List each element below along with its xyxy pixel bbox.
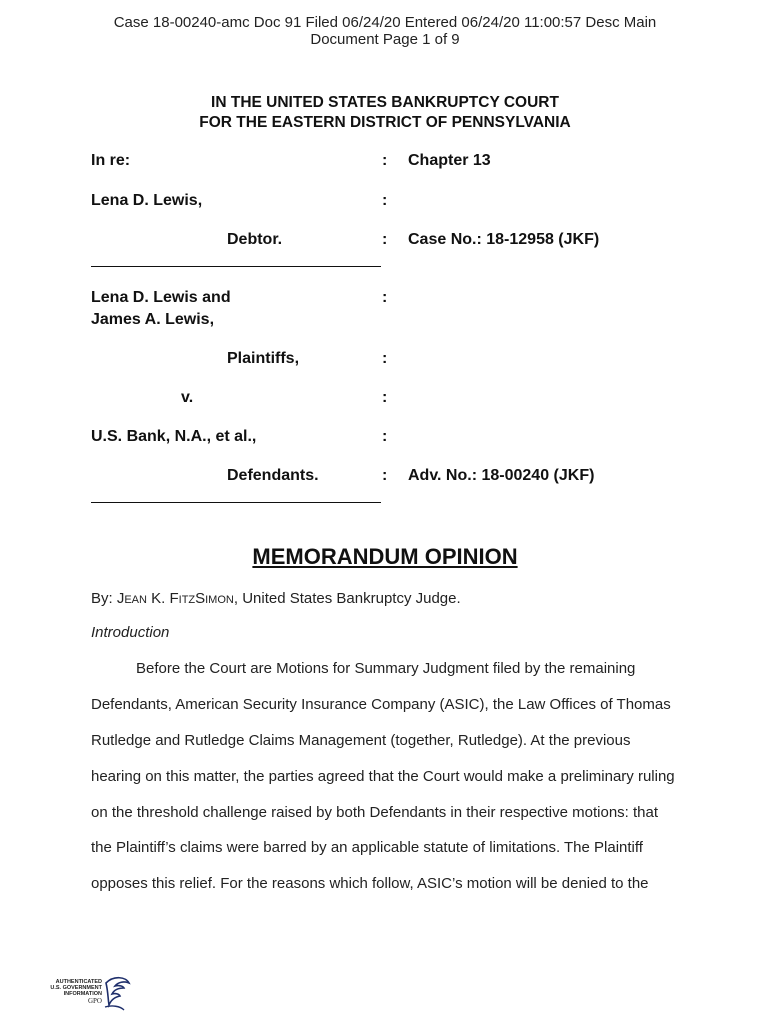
defendants-name: U.S. Bank, N.A., et al., — [91, 428, 257, 445]
opinion-title: MEMORANDUM OPINION — [252, 544, 518, 569]
caption-divider — [91, 266, 381, 267]
paragraph-line: Defendants, American Security Insurance Company (ASIC), the Law Offices of Thomas — [91, 696, 671, 713]
logo-text-line1: AUTHENTICATED — [55, 979, 102, 985]
filing-header-line1: Case 18-00240-amc Doc 91 Filed 06/24/20 Entered 06/24/20 11:00:57 Desc Main — [113, 14, 657, 31]
filing-header-line2: Document Page 1 of 9 — [310, 31, 460, 48]
gpo-authentication-logo — [40, 975, 132, 1013]
caption-colon: : — [382, 152, 388, 169]
case-number: Case No.: 18-12958 (JKF) — [408, 231, 600, 248]
adversary-number: Adv. No.: 18-00240 (JKF) — [408, 467, 595, 484]
caption-divider — [91, 502, 381, 503]
in-re-label: In re: — [91, 152, 131, 169]
paragraph-line: opposes this relief. For the reasons which follow, ASIC’s motion will be denied to the — [91, 875, 649, 892]
debtor-role: Debtor. — [227, 231, 283, 248]
plaintiffs-line1: Lena D. Lewis and — [91, 289, 231, 306]
plaintiffs-line2: James A. Lewis, — [91, 311, 215, 328]
judge-name: Jean K. FitzSimon — [116, 590, 234, 607]
eagle-icon — [100, 975, 132, 1013]
logo-text-gpo: GPO — [87, 997, 102, 1005]
court-name: IN THE UNITED STATES BANKRUPTCY COURT — [211, 94, 559, 111]
byline-prefix: By: — [91, 590, 117, 607]
chapter-label: Chapter 13 — [408, 152, 491, 169]
court-district: FOR THE EASTERN DISTRICT OF PENNSYLVANIA — [199, 114, 571, 131]
caption-colon: : — [382, 192, 388, 209]
byline — [91, 590, 461, 607]
caption-colon: : — [382, 350, 388, 367]
section-heading: Introduction — [91, 624, 170, 641]
logo-text-line3: INFORMATION — [63, 991, 102, 997]
defendants-role: Defendants. — [227, 467, 319, 484]
paragraph-line: hearing on this matter, the parties agreed that the Court would make a preliminary ruling — [91, 768, 675, 785]
caption-colon: : — [382, 289, 388, 306]
paragraph-line: on the threshold challenge raised by both Defendants in their respective motions: that — [91, 804, 659, 821]
byline-suffix: , United States Bankruptcy Judge. — [233, 590, 461, 607]
caption-colon: : — [382, 428, 388, 445]
versus-label: v. — [181, 389, 194, 406]
caption-colon: : — [382, 231, 388, 248]
paragraph-line: Before the Court are Motions for Summary Judgment filed by the remaining — [136, 660, 636, 677]
logo-text-line2: U.S. GOVERNMENT — [50, 985, 102, 991]
paragraph-line: the Plaintiff’s claims were barred by an applicable statute of limitations. The Plaintiff — [91, 839, 643, 856]
paragraph-line: Rutledge and Rutledge Claims Management (together, Rutledge). At the previous — [91, 732, 631, 749]
caption-colon: : — [382, 389, 388, 406]
caption-colon: : — [382, 467, 388, 484]
debtor-name: Lena D. Lewis, — [91, 192, 203, 209]
plaintiffs-role: Plaintiffs, — [227, 350, 300, 367]
